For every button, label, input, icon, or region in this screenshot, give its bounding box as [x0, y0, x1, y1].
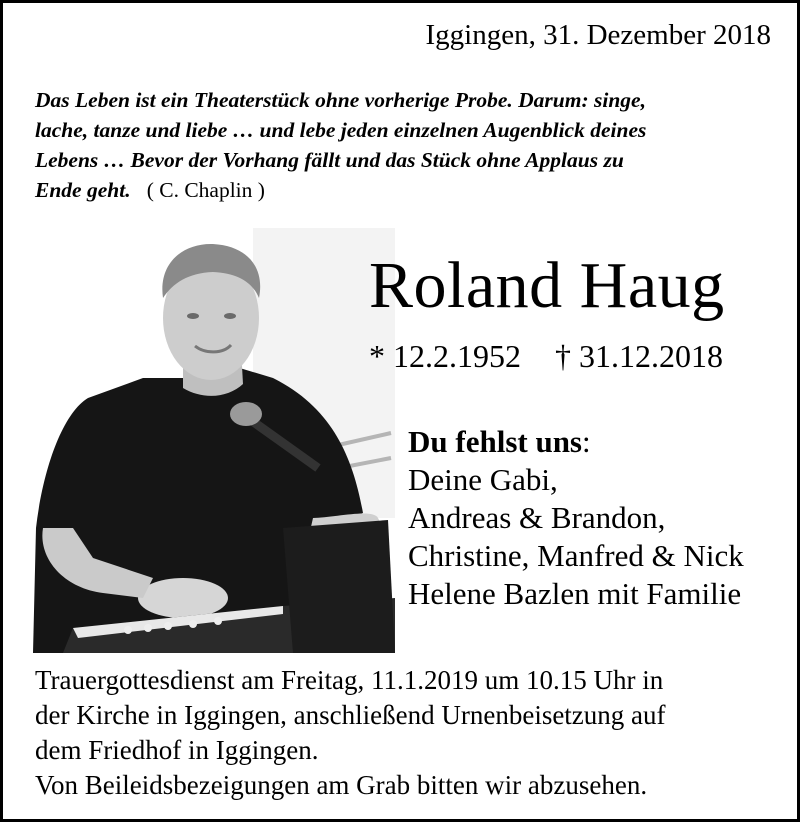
- mourners-heading-line: [408, 423, 744, 461]
- mourners-heading-colon: :: [582, 424, 591, 459]
- mourners: [408, 423, 744, 613]
- quote-line: Lebens … Bevor der Vorhang fällt und das Stück ohne Applaus zu: [35, 148, 624, 172]
- mourner-name: Christine, Manfred & Nick: [408, 538, 744, 573]
- service-info: [35, 663, 666, 803]
- death-date: † 31.12.2018: [555, 338, 723, 374]
- service-line: dem Friedhof in Iggingen.: [35, 735, 319, 765]
- quote: [35, 85, 775, 205]
- mourner-name: Deine Gabi,: [408, 462, 558, 497]
- quote-line: lache, tanze und liebe … und lebe jeden einzelnen Augenblick deines: [35, 118, 647, 142]
- mourners-heading: Du fehlst uns: [408, 424, 582, 459]
- place-date: Iggingen, 31. Dezember 2018: [425, 19, 771, 51]
- quote-last-line: [35, 175, 775, 205]
- quote-author: ( C. Chaplin ): [146, 178, 265, 202]
- mourner-name: Andreas & Brandon,: [408, 500, 666, 535]
- service-line: Von Beileidsbezeigungen am Grab bitten wir abzusehen.: [35, 770, 648, 800]
- service-line: der Kirche in Iggingen, anschließend Urnenbeisetzung auf: [35, 700, 666, 730]
- quote-line: Das Leben ist ein Theaterstück ohne vorherige Probe. Darum: singe,: [35, 88, 646, 112]
- deceased-name: Roland Haug: [369, 249, 725, 322]
- birth-date: * 12.2.1952: [369, 338, 521, 374]
- portrait-photo: [33, 228, 395, 653]
- life-dates: [369, 338, 723, 375]
- service-line: Trauergottesdienst am Freitag, 11.1.2019 um 10.15 Uhr in: [35, 665, 664, 695]
- quote-line: Ende geht.: [35, 178, 131, 202]
- mourner-name: Helene Bazlen mit Familie: [408, 576, 742, 611]
